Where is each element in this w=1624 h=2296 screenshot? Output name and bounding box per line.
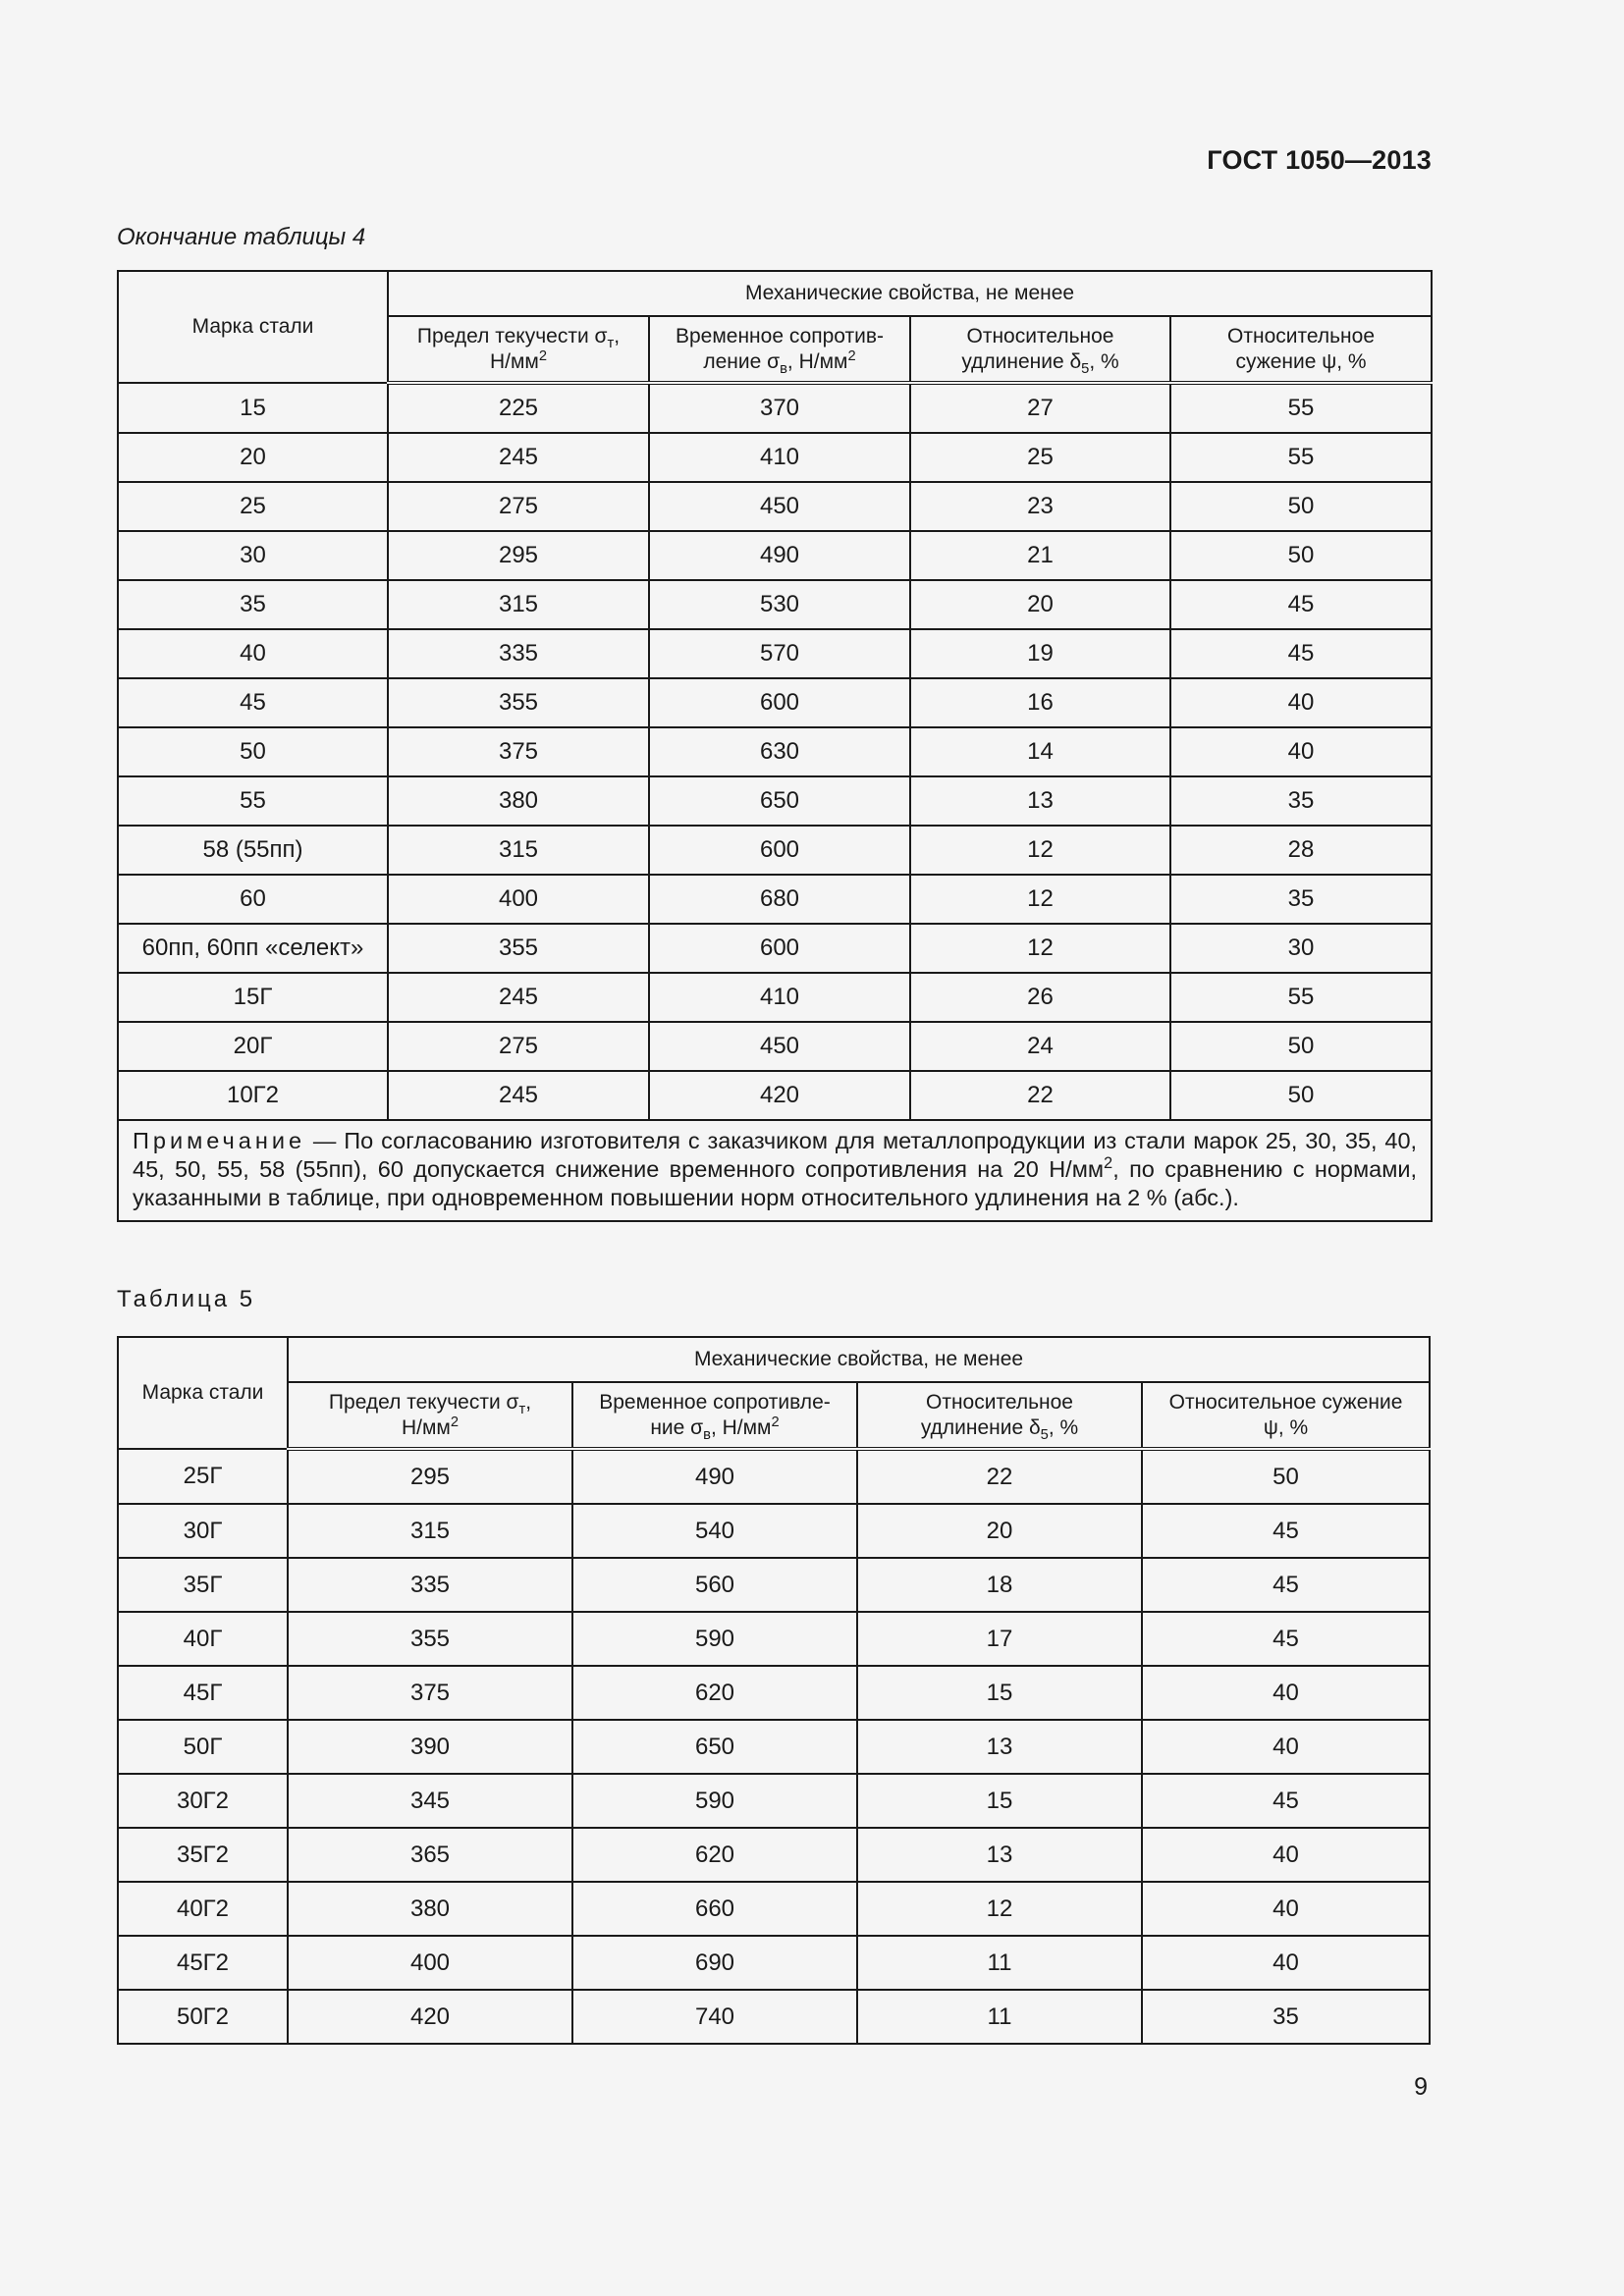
value-cell: 35 [1170, 875, 1432, 924]
grade-column-header: Марка стали [118, 1337, 288, 1449]
value-cell: 45 [1142, 1612, 1430, 1666]
value-cell: 600 [649, 826, 910, 875]
value-cell: 50 [1170, 1022, 1432, 1071]
value-cell: 22 [910, 1071, 1170, 1120]
value-cell: 355 [388, 678, 649, 727]
value-cell: 335 [388, 629, 649, 678]
table-row [118, 973, 1432, 1022]
properties-group-header: Механические свойства, не менее [388, 271, 1432, 316]
value-cell: 660 [572, 1882, 857, 1936]
value-cell: 245 [388, 973, 649, 1022]
steel-grade-cell: 35 [118, 580, 388, 629]
value-cell: 14 [910, 727, 1170, 776]
steel-grade-cell: 30 [118, 531, 388, 580]
value-cell: 26 [910, 973, 1170, 1022]
steel-grade-cell: 25Г [118, 1449, 288, 1504]
value-cell: 45 [1142, 1504, 1430, 1558]
yield-strength-header: Предел текучести $\sigma_т$, $Н/мм^2$ [288, 1382, 572, 1449]
value-cell: 23 [910, 482, 1170, 531]
tensile-strength-header: Временное сопротивле- ние $\sigma_в$, $Н/мм^2$ [572, 1382, 857, 1449]
value-cell: 600 [649, 678, 910, 727]
value-cell: 55 [1170, 383, 1432, 433]
value-cell: 13 [910, 776, 1170, 826]
tensile-strength-header: Временное сопротив- ление $\sigma_в$, $Н/мм^2$ [649, 316, 910, 383]
steel-grade-cell: 35Г [118, 1558, 288, 1612]
table-row [118, 1990, 1430, 2044]
table-row [118, 531, 1432, 580]
yield-strength-header: Предел текучести $\sigma_т$, $Н/мм^2$ [388, 316, 649, 383]
value-cell: 13 [857, 1720, 1142, 1774]
table-row [118, 1071, 1432, 1120]
value-cell: 27 [910, 383, 1170, 433]
steel-grade-cell: 58 (55пп) [118, 826, 388, 875]
value-cell: 40 [1170, 727, 1432, 776]
value-cell: 12 [910, 826, 1170, 875]
value-cell: 315 [388, 826, 649, 875]
value-cell: 275 [388, 482, 649, 531]
value-cell: 16 [910, 678, 1170, 727]
value-cell: 45 [1142, 1558, 1430, 1612]
value-cell: 370 [649, 383, 910, 433]
document-id: ГОСТ 1050—2013 [1207, 145, 1432, 175]
value-cell: 540 [572, 1504, 857, 1558]
table-row [118, 482, 1432, 531]
table-row [118, 826, 1432, 875]
steel-grade-cell: 15Г [118, 973, 388, 1022]
value-cell: 11 [857, 1990, 1142, 2044]
value-cell: 450 [649, 1022, 910, 1071]
value-cell: 21 [910, 531, 1170, 580]
value-cell: 590 [572, 1774, 857, 1828]
value-cell: 18 [857, 1558, 1142, 1612]
value-cell: 420 [649, 1071, 910, 1120]
value-cell: 295 [288, 1449, 572, 1504]
table-row [118, 1936, 1430, 1990]
steel-grade-cell: 50Г2 [118, 1990, 288, 2044]
value-cell: 17 [857, 1612, 1142, 1666]
steel-grade-cell: 50 [118, 727, 388, 776]
value-cell: 650 [572, 1720, 857, 1774]
properties-group-header: Механические свойства, не менее [288, 1337, 1430, 1382]
steel-grade-cell: 40Г2 [118, 1882, 288, 1936]
table-4 [117, 270, 1433, 1222]
reduction-of-area-header: Относительное сужение ψ, % [1142, 1382, 1430, 1449]
value-cell: 45 [1170, 629, 1432, 678]
value-cell: 12 [910, 924, 1170, 973]
value-cell: 410 [649, 433, 910, 482]
value-cell: 600 [649, 924, 910, 973]
value-cell: 40 [1142, 1720, 1430, 1774]
value-cell: 490 [649, 531, 910, 580]
note-label: Примечание [133, 1128, 306, 1153]
steel-grade-cell: 45 [118, 678, 388, 727]
value-cell: 410 [649, 973, 910, 1022]
table-row [118, 776, 1432, 826]
value-cell: 740 [572, 1990, 857, 2044]
table-row [118, 1022, 1432, 1071]
value-cell: 375 [388, 727, 649, 776]
value-cell: 40 [1170, 678, 1432, 727]
value-cell: 355 [288, 1612, 572, 1666]
table5-caption: Таблица 5 [117, 1286, 256, 1312]
value-cell: 490 [572, 1449, 857, 1504]
value-cell: 620 [572, 1828, 857, 1882]
value-cell: 50 [1142, 1449, 1430, 1504]
steel-grade-cell: 45Г [118, 1666, 288, 1720]
value-cell: 35 [1142, 1990, 1430, 2044]
value-cell: 55 [1170, 433, 1432, 482]
value-cell: 15 [857, 1666, 1142, 1720]
table-row [118, 1828, 1430, 1882]
table-row [118, 1882, 1430, 1936]
steel-grade-cell: 40Г [118, 1612, 288, 1666]
value-cell: 50 [1170, 531, 1432, 580]
value-cell: 390 [288, 1720, 572, 1774]
value-cell: 570 [649, 629, 910, 678]
value-cell: 35 [1170, 776, 1432, 826]
steel-grade-cell: 30Г [118, 1504, 288, 1558]
value-cell: 19 [910, 629, 1170, 678]
table-row [118, 1720, 1430, 1774]
steel-grade-cell: 20 [118, 433, 388, 482]
value-cell: 15 [857, 1774, 1142, 1828]
value-cell: 11 [857, 1936, 1142, 1990]
value-cell: 630 [649, 727, 910, 776]
value-cell: 335 [288, 1558, 572, 1612]
table-row [118, 727, 1432, 776]
value-cell: 45 [1142, 1774, 1430, 1828]
value-cell: 28 [1170, 826, 1432, 875]
value-cell: 365 [288, 1828, 572, 1882]
value-cell: 355 [388, 924, 649, 973]
value-cell: 450 [649, 482, 910, 531]
steel-grade-cell: 40 [118, 629, 388, 678]
table-row [118, 924, 1432, 973]
steel-grade-cell: 25 [118, 482, 388, 531]
value-cell: 590 [572, 1612, 857, 1666]
value-cell: 40 [1142, 1828, 1430, 1882]
steel-grade-cell: 30Г2 [118, 1774, 288, 1828]
value-cell: 40 [1142, 1666, 1430, 1720]
table-row [118, 1774, 1430, 1828]
value-cell: 225 [388, 383, 649, 433]
table-row [118, 1666, 1430, 1720]
value-cell: 680 [649, 875, 910, 924]
steel-grade-cell: 50Г [118, 1720, 288, 1774]
table4-caption: Окончание таблицы 4 [117, 224, 366, 250]
value-cell: 25 [910, 433, 1170, 482]
value-cell: 50 [1170, 482, 1432, 531]
page-number: 9 [1414, 2073, 1428, 2101]
table4-note: Примечание — По согласованию изготовителя с заказчиком для металлопродукции из стали марок 25, 30, 35, 40, 45, 50, 55, 58 (55пп), 60 допускается снижение временного сопротивления на 20 $Н/мм^2$, по сравнению с нормами, указанными в таблице, при одновременном повышении норм относительного удлинения на 2 % (абс.). [118, 1120, 1432, 1221]
value-cell: 45 [1170, 580, 1432, 629]
value-cell: 12 [857, 1882, 1142, 1936]
steel-grade-cell: 60пп, 60пп «селект» [118, 924, 388, 973]
steel-grade-cell: 55 [118, 776, 388, 826]
table-row [118, 678, 1432, 727]
steel-grade-cell: 60 [118, 875, 388, 924]
value-cell: 530 [649, 580, 910, 629]
table-5 [117, 1336, 1431, 2045]
steel-grade-cell: 15 [118, 383, 388, 433]
steel-grade-cell: 45Г2 [118, 1936, 288, 1990]
value-cell: 420 [288, 1990, 572, 2044]
value-cell: 275 [388, 1022, 649, 1071]
table-row [118, 580, 1432, 629]
value-cell: 690 [572, 1936, 857, 1990]
value-cell: 650 [649, 776, 910, 826]
table-row [118, 1558, 1430, 1612]
value-cell: 620 [572, 1666, 857, 1720]
table-row [118, 629, 1432, 678]
table-row [118, 433, 1432, 482]
value-cell: 24 [910, 1022, 1170, 1071]
value-cell: 400 [288, 1936, 572, 1990]
value-cell: 315 [288, 1504, 572, 1558]
elongation-header: Относительное удлинение $\delta_5$, % [857, 1382, 1142, 1449]
value-cell: 20 [857, 1504, 1142, 1558]
table-row [118, 383, 1432, 433]
table-row [118, 1612, 1430, 1666]
value-cell: 295 [388, 531, 649, 580]
value-cell: 40 [1142, 1882, 1430, 1936]
value-cell: 55 [1170, 973, 1432, 1022]
value-cell: 380 [288, 1882, 572, 1936]
value-cell: 380 [388, 776, 649, 826]
value-cell: 560 [572, 1558, 857, 1612]
value-cell: 245 [388, 433, 649, 482]
value-cell: 345 [288, 1774, 572, 1828]
grade-column-header: Марка стали [118, 271, 388, 383]
value-cell: 245 [388, 1071, 649, 1120]
value-cell: 315 [388, 580, 649, 629]
value-cell: 20 [910, 580, 1170, 629]
elongation-header: Относительное удлинение $\delta_5$, % [910, 316, 1170, 383]
value-cell: 400 [388, 875, 649, 924]
steel-grade-cell: 35Г2 [118, 1828, 288, 1882]
table-row [118, 875, 1432, 924]
value-cell: 22 [857, 1449, 1142, 1504]
value-cell: 30 [1170, 924, 1432, 973]
reduction-of-area-header: Относительное сужение ψ, % [1170, 316, 1432, 383]
steel-grade-cell: 20Г [118, 1022, 388, 1071]
steel-grade-cell: 10Г2 [118, 1071, 388, 1120]
value-cell: 13 [857, 1828, 1142, 1882]
value-cell: 40 [1142, 1936, 1430, 1990]
value-cell: 50 [1170, 1071, 1432, 1120]
table-row [118, 1504, 1430, 1558]
value-cell: 12 [910, 875, 1170, 924]
value-cell: 375 [288, 1666, 572, 1720]
table-row [118, 1449, 1430, 1504]
